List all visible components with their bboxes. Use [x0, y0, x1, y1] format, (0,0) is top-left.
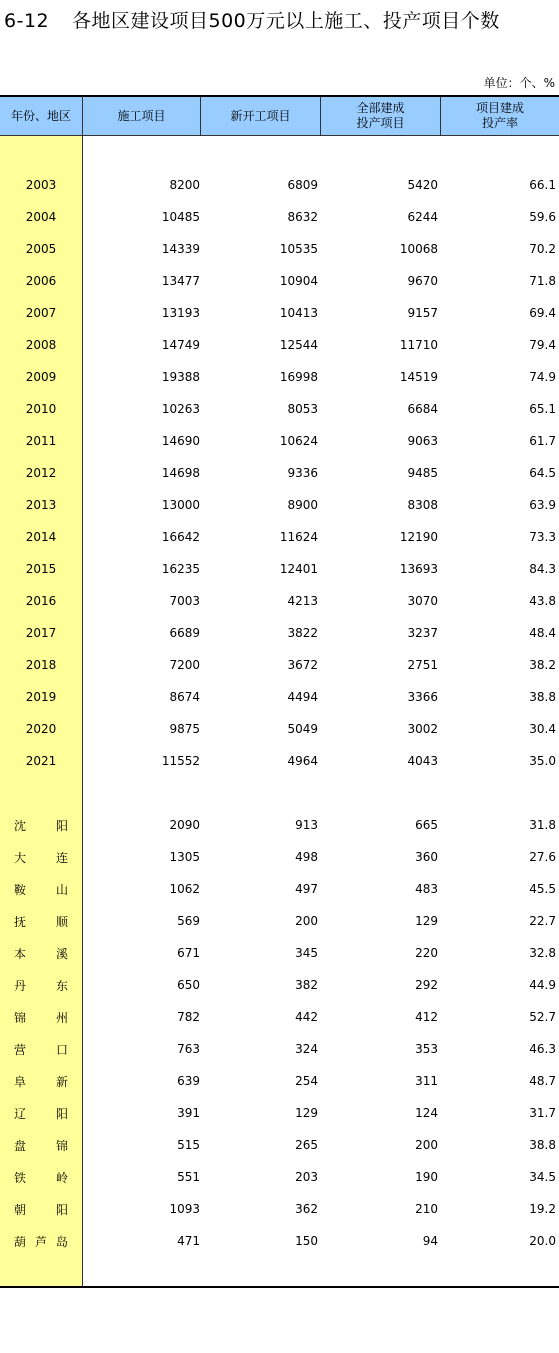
completed-cell: 210: [415, 1202, 438, 1216]
row-label-text: 2020: [25, 722, 57, 736]
completion-rate-cell: 45.5: [529, 882, 556, 896]
under-construction-cell: 14339: [161, 242, 200, 256]
new-started-cell: 8053: [287, 402, 318, 416]
row-label-text: 沈阳: [14, 818, 68, 833]
under-construction-cell: 14690: [161, 434, 200, 448]
completion-rate-cell: 43.8: [529, 594, 556, 608]
row-label-text: 2015: [25, 562, 57, 576]
year-label: [0, 649, 82, 681]
completed-cell: 3002: [407, 722, 438, 736]
year-label: [0, 169, 82, 201]
under-construction-cell: 1305: [169, 850, 200, 864]
under-construction-cell: 7200: [169, 658, 200, 672]
row-label-text: 抚顺: [14, 914, 68, 929]
year-label: [0, 361, 82, 393]
region-row: [0, 1065, 559, 1097]
row-label-text: 大连: [14, 850, 68, 865]
year-row: [0, 297, 559, 329]
under-construction-cell: 13000: [161, 498, 200, 512]
row-label-text: 2010: [25, 402, 57, 416]
row-label-text: 2007: [25, 306, 57, 320]
row-label-text: 2006: [25, 274, 57, 288]
region-label: [0, 937, 82, 969]
under-construction-cell: 471: [177, 1234, 200, 1248]
new-started-cell: 150: [295, 1234, 318, 1248]
header-completion-rate: [440, 97, 559, 135]
completed-cell: 94: [422, 1234, 438, 1248]
region-label: [0, 969, 82, 1001]
region-label: [0, 1033, 82, 1065]
region-row: [0, 1097, 559, 1129]
under-construction-cell: 639: [177, 1074, 200, 1088]
year-row: [0, 553, 559, 585]
completed-cell: 8308: [407, 498, 438, 512]
under-construction-cell: 11552: [161, 754, 200, 768]
completed-cell: 360: [415, 850, 438, 864]
under-construction-cell: 8200: [169, 178, 200, 192]
header-completed: [320, 97, 440, 135]
row-label-text: 本溪: [14, 946, 68, 961]
completion-rate-cell: 66.1: [529, 178, 556, 192]
completed-cell: 292: [415, 978, 438, 992]
row-label-text: 铁岭: [14, 1170, 68, 1185]
completion-rate-cell: 84.3: [529, 562, 556, 576]
completed-cell: 2751: [407, 658, 438, 672]
completed-cell: 9063: [407, 434, 438, 448]
under-construction-cell: 14749: [161, 338, 200, 352]
completion-rate-cell: 70.2: [529, 242, 556, 256]
region-row: [0, 1129, 559, 1161]
table-title: 各地区建设项目500万元以上施工、投产项目个数: [72, 10, 500, 32]
year-row: [0, 489, 559, 521]
header-label: 年份、地区: [10, 108, 71, 123]
region-label: [0, 841, 82, 873]
completed-cell: 483: [415, 882, 438, 896]
completed-cell: 5420: [407, 178, 438, 192]
header-under-construction: [82, 97, 200, 135]
under-construction-cell: 551: [177, 1170, 200, 1184]
year-label: [0, 393, 82, 425]
row-label-text: 2012: [25, 466, 57, 480]
new-started-cell: 10624: [279, 434, 318, 448]
completed-cell: 3366: [407, 690, 438, 704]
year-label: [0, 201, 82, 233]
region-label: [0, 1193, 82, 1225]
new-started-cell: 265: [295, 1138, 318, 1152]
under-construction-cell: 13477: [161, 274, 200, 288]
completed-cell: 12190: [399, 530, 438, 544]
row-label-text: 2018: [25, 658, 57, 672]
completed-cell: 3237: [407, 626, 438, 640]
row-label-text: 2016: [25, 594, 57, 608]
new-started-cell: 498: [295, 850, 318, 864]
completed-cell: 14519: [399, 370, 438, 384]
year-row: [0, 681, 559, 713]
new-started-cell: 5049: [287, 722, 318, 736]
completion-rate-cell: 38.8: [529, 1138, 556, 1152]
completed-cell: 10068: [399, 242, 438, 256]
completed-cell: 11710: [399, 338, 438, 352]
under-construction-cell: 391: [177, 1106, 200, 1120]
new-started-cell: 10413: [279, 306, 318, 320]
row-label-text: 2011: [25, 434, 57, 448]
region-label: [0, 873, 82, 905]
region-row: [0, 841, 559, 873]
year-label: [0, 553, 82, 585]
row-label-text: 2003: [25, 178, 57, 192]
completion-rate-cell: 31.7: [529, 1106, 556, 1120]
bottom-rule: [0, 1286, 559, 1288]
new-started-cell: 10535: [279, 242, 318, 256]
year-row: [0, 425, 559, 457]
region-label: [0, 1065, 82, 1097]
under-construction-cell: 1093: [169, 1202, 200, 1216]
year-row: [0, 233, 559, 265]
row-label-text: 2019: [25, 690, 57, 704]
region-label: [0, 1161, 82, 1193]
completion-rate-cell: 71.8: [529, 274, 556, 288]
row-label-text: 阜新: [14, 1074, 68, 1089]
completion-rate-cell: 73.3: [529, 530, 556, 544]
header-label: 新开工项目: [230, 108, 291, 123]
under-construction-cell: 19388: [161, 370, 200, 384]
new-started-cell: 6809: [287, 178, 318, 192]
table-header: [0, 97, 559, 136]
year-row: [0, 393, 559, 425]
completion-rate-cell: 20.0: [529, 1234, 556, 1248]
completed-cell: 200: [415, 1138, 438, 1152]
region-row: [0, 1033, 559, 1065]
year-row: [0, 201, 559, 233]
region-row: [0, 969, 559, 1001]
completion-rate-cell: 65.1: [529, 402, 556, 416]
completed-cell: 190: [415, 1170, 438, 1184]
year-label: [0, 585, 82, 617]
row-label-text: 2005: [25, 242, 57, 256]
completion-rate-cell: 48.7: [529, 1074, 556, 1088]
row-label-text: 营口: [14, 1042, 68, 1057]
under-construction-cell: 650: [177, 978, 200, 992]
under-construction-cell: 8674: [169, 690, 200, 704]
completed-cell: 6244: [407, 210, 438, 224]
new-started-cell: 345: [295, 946, 318, 960]
under-construction-cell: 515: [177, 1138, 200, 1152]
completion-rate-cell: 30.4: [529, 722, 556, 736]
new-started-cell: 4213: [287, 594, 318, 608]
year-label: [0, 425, 82, 457]
completion-rate-cell: 59.6: [529, 210, 556, 224]
row-label-text: 2009: [25, 370, 57, 384]
under-construction-cell: 9875: [169, 722, 200, 736]
row-label-text: 鞍山: [14, 882, 68, 897]
completion-rate-cell: 46.3: [529, 1042, 556, 1056]
region-row: [0, 905, 559, 937]
region-row: [0, 809, 559, 841]
region-label: [0, 1001, 82, 1033]
completion-rate-cell: 48.4: [529, 626, 556, 640]
year-row: [0, 649, 559, 681]
row-label-text: 2017: [25, 626, 57, 640]
new-started-cell: 9336: [287, 466, 318, 480]
region-row: [0, 1225, 559, 1257]
new-started-cell: 497: [295, 882, 318, 896]
year-row: [0, 265, 559, 297]
completed-cell: 13693: [399, 562, 438, 576]
new-started-cell: 203: [295, 1170, 318, 1184]
row-label-text: 2004: [25, 210, 57, 224]
completed-cell: 129: [415, 914, 438, 928]
completion-rate-cell: 79.4: [529, 338, 556, 352]
year-label: [0, 713, 82, 745]
year-row: [0, 169, 559, 201]
new-started-cell: 11624: [279, 530, 318, 544]
completion-rate-cell: 44.9: [529, 978, 556, 992]
year-label: [0, 681, 82, 713]
year-row: [0, 361, 559, 393]
new-started-cell: 4964: [287, 754, 318, 768]
completion-rate-cell: 74.9: [529, 370, 556, 384]
header-label: 全部建成 投产项目: [356, 101, 405, 130]
year-row: [0, 521, 559, 553]
completion-rate-cell: 61.7: [529, 434, 556, 448]
completion-rate-cell: 52.7: [529, 1010, 556, 1024]
header-label: 施工项目: [117, 108, 166, 123]
new-started-cell: 12544: [279, 338, 318, 352]
under-construction-cell: 7003: [169, 594, 200, 608]
row-label-text: 辽阳: [14, 1106, 68, 1121]
year-row: [0, 617, 559, 649]
year-label: [0, 265, 82, 297]
new-started-cell: 200: [295, 914, 318, 928]
completed-cell: 9670: [407, 274, 438, 288]
year-row: [0, 457, 559, 489]
new-started-cell: 3672: [287, 658, 318, 672]
under-construction-cell: 2090: [169, 818, 200, 832]
completion-rate-cell: 27.6: [529, 850, 556, 864]
under-construction-cell: 6689: [169, 626, 200, 640]
row-label-text: 朝阳: [14, 1202, 68, 1217]
under-construction-cell: 671: [177, 946, 200, 960]
completed-cell: 220: [415, 946, 438, 960]
year-label: [0, 297, 82, 329]
row-label-text: 2021: [25, 754, 57, 768]
new-started-cell: 324: [295, 1042, 318, 1056]
under-construction-cell: 1062: [169, 882, 200, 896]
region-row: [0, 1161, 559, 1193]
completion-rate-cell: 38.8: [529, 690, 556, 704]
region-label: [0, 1225, 82, 1257]
year-row: [0, 745, 559, 777]
year-label: [0, 745, 82, 777]
header-new-started: [200, 97, 320, 135]
under-construction-cell: 16235: [161, 562, 200, 576]
completion-rate-cell: 32.8: [529, 946, 556, 960]
under-construction-cell: 14698: [161, 466, 200, 480]
year-label: [0, 233, 82, 265]
year-label: [0, 617, 82, 649]
new-started-cell: 254: [295, 1074, 318, 1088]
completion-rate-cell: 22.7: [529, 914, 556, 928]
under-construction-cell: 10485: [161, 210, 200, 224]
table-number: 6-12: [4, 10, 50, 32]
new-started-cell: 3822: [287, 626, 318, 640]
under-construction-cell: 569: [177, 914, 200, 928]
year-row: [0, 713, 559, 745]
new-started-cell: 8900: [287, 498, 318, 512]
header-year-region: [0, 97, 82, 135]
new-started-cell: 16998: [279, 370, 318, 384]
header-label: 项目建成 投产率: [475, 101, 524, 130]
completion-rate-cell: 38.2: [529, 658, 556, 672]
completed-cell: 353: [415, 1042, 438, 1056]
year-label: [0, 457, 82, 489]
year-label: [0, 329, 82, 361]
page-title: [4, 6, 500, 34]
completed-cell: 6684: [407, 402, 438, 416]
completed-cell: 4043: [407, 754, 438, 768]
year-label: [0, 489, 82, 521]
region-row: [0, 937, 559, 969]
row-label-text: 2008: [25, 338, 57, 352]
row-label-text: 锦州: [14, 1010, 68, 1025]
new-started-cell: 8632: [287, 210, 318, 224]
row-label-text: 2013: [25, 498, 57, 512]
under-construction-cell: 10263: [161, 402, 200, 416]
region-label: [0, 1097, 82, 1129]
region-row: [0, 873, 559, 905]
under-construction-cell: 13193: [161, 306, 200, 320]
new-started-cell: 442: [295, 1010, 318, 1024]
completed-cell: 665: [415, 818, 438, 832]
completion-rate-cell: 19.2: [529, 1202, 556, 1216]
completion-rate-cell: 31.8: [529, 818, 556, 832]
under-construction-cell: 763: [177, 1042, 200, 1056]
region-row: [0, 1001, 559, 1033]
completed-cell: 124: [415, 1106, 438, 1120]
year-row: [0, 329, 559, 361]
completed-cell: 9485: [407, 466, 438, 480]
unit-label: 单位：个、%: [483, 76, 555, 90]
under-construction-cell: 16642: [161, 530, 200, 544]
row-label-text: 盘锦: [14, 1138, 68, 1153]
completed-cell: 412: [415, 1010, 438, 1024]
completed-cell: 3070: [407, 594, 438, 608]
region-label: [0, 809, 82, 841]
new-started-cell: 10904: [279, 274, 318, 288]
new-started-cell: 362: [295, 1202, 318, 1216]
completion-rate-cell: 34.5: [529, 1170, 556, 1184]
new-started-cell: 913: [295, 818, 318, 832]
row-label-text: 2014: [25, 530, 57, 544]
completion-rate-cell: 63.9: [529, 498, 556, 512]
new-started-cell: 4494: [287, 690, 318, 704]
new-started-cell: 129: [295, 1106, 318, 1120]
region-label: [0, 905, 82, 937]
new-started-cell: 12401: [279, 562, 318, 576]
region-row: [0, 1193, 559, 1225]
completed-cell: 311: [415, 1074, 438, 1088]
under-construction-cell: 782: [177, 1010, 200, 1024]
year-row: [0, 585, 559, 617]
year-label: [0, 521, 82, 553]
row-label-text: 葫芦岛: [14, 1234, 68, 1249]
completion-rate-cell: 64.5: [529, 466, 556, 480]
completed-cell: 9157: [407, 306, 438, 320]
completion-rate-cell: 35.0: [529, 754, 556, 768]
completion-rate-cell: 69.4: [529, 306, 556, 320]
new-started-cell: 382: [295, 978, 318, 992]
region-label: [0, 1129, 82, 1161]
row-label-text: 丹东: [14, 978, 68, 993]
